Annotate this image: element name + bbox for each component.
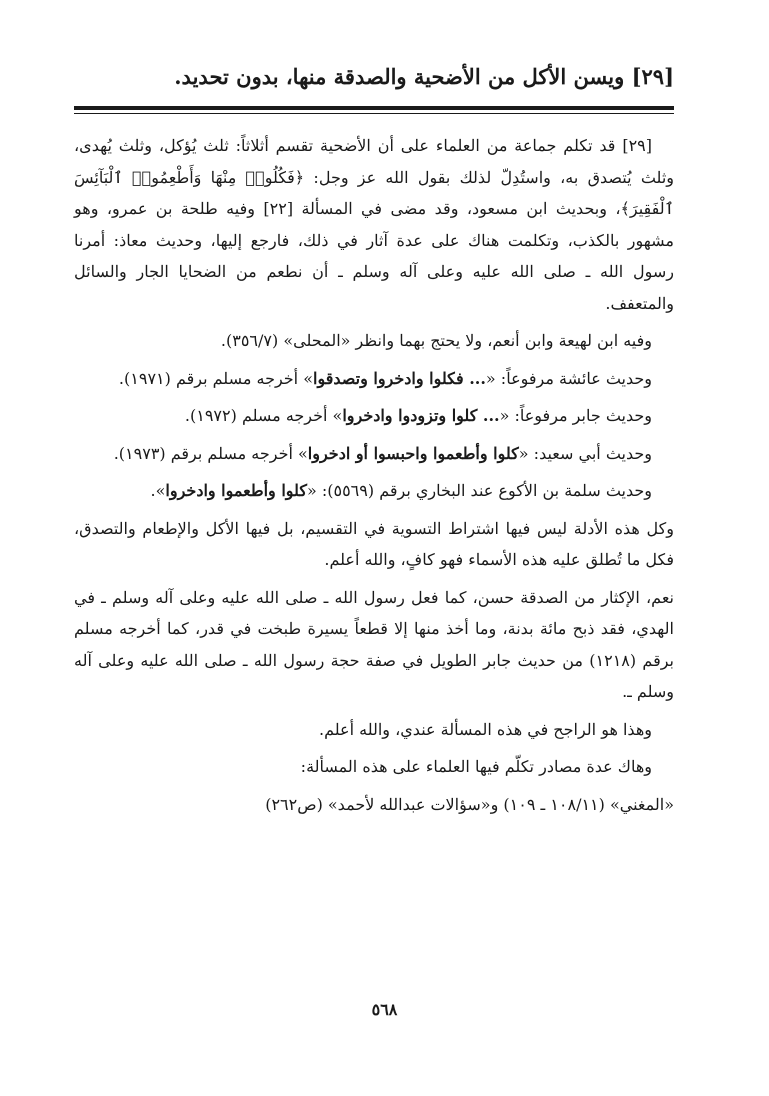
heading-rule-thin: [74, 113, 674, 114]
heading-rule-thick: [74, 106, 674, 110]
section-heading: [٢٩] ويسن الأكل من الأضحية والصدقة منها، بدون تحديد.: [174, 64, 674, 89]
paragraph-ibn-lahiah: وفيه ابن لهيعة وابن أنعم، ولا يحتج بهما وانظر «المحلى» (٣٥٦/٧).: [220, 331, 652, 350]
paragraph-sources-intro: وهاك عدة مصادر تكلّم فيها العلماء على هذه المسألة:: [300, 757, 652, 776]
paragraph-intro: [٢٩] قد تكلم جماعة من العلماء على أن الأضحية تقسم أثلاثاً: ثلث يُؤكل، وثلث يُهدى، وثلث يُتصدق به، واستُدِلّ لذلك بقول الله عز وجل: ﴿فَكُلُوا۟ مِنْهَا وَأَطْعِمُوا۟ ٱلْبَآئِسَ ٱلْفَقِيرَ﴾، وبحديث ابن مسعود، وقد مضى في المسألة [٢٢] وفيه طلحة بن عمرو، وهو مشهور بالكذب، وتكلمت هناك على عدة آثار في ذلك، فارجع إليها، وحديث معاذ: أمرنا رسول الله ـ صلى الله عليه وعلى آله وسلم ـ أن نطعم من الضحايا الجار والسائل والمتعفف.: [74, 136, 674, 313]
page-number: ٥٦٨: [371, 1000, 398, 1019]
paragraph-hadith-abu-said: وحديث أبي سعيد: «كلوا وأطعموا واحبسوا أو ادخروا» أخرجه مسلم برقم (١٩٧٣).: [113, 443, 652, 463]
paragraph-charity: نعم، الإكثار من الصدقة حسن، كما فعل رسول الله ـ صلى الله عليه وعلى آله وسلم ـ في الهدي، فقد ذبح مائة بدنة، وما أخذ منها إلا قطعاً يسيرة طبخت في قدر، كما أخرجه مسلم برقم (١٢١٨) من حديث جابر الطويل في صفة حجة رسول الله ـ صلى الله عليه وعلى آله وسلم ـ.: [74, 587, 674, 701]
paragraph-evidence-summary: وكل هذه الأدلة ليس فيها اشتراط التسوية في التقسيم، بل فيها الأكل والإطعام والتصدق، فكل ما تُطلق عليه هذه الأسماء فهو كافٍ، والله أعلم.: [74, 518, 674, 569]
paragraph-conclusion: وهذا هو الراجح في هذه المسألة عندي، والله أعلم.: [319, 719, 652, 739]
paragraph-hadith-salamah: وحديث سلمة بن الأكوع عند البخاري برقم (٥٥٦٩): «كلوا وأطعموا وادخروا».: [150, 481, 652, 500]
paragraph-hadith-jabir: وحديث جابر مرفوعاً: «... كلوا وتزودوا وادخروا» أخرجه مسلم (١٩٧٢).: [184, 406, 652, 425]
paragraph-sources: «المغني» (١٠٨/١١ ـ ١٠٩) و«سؤالات عبدالله لأحمد» (ص٢٦٢): [265, 794, 674, 814]
paragraph-hadith-aisha: وحديث عائشة مرفوعاً: «... فكلوا وادخروا وتصدقوا» أخرجه مسلم برقم (١٩٧١).: [118, 368, 652, 388]
document-page: [74, 60, 674, 826]
